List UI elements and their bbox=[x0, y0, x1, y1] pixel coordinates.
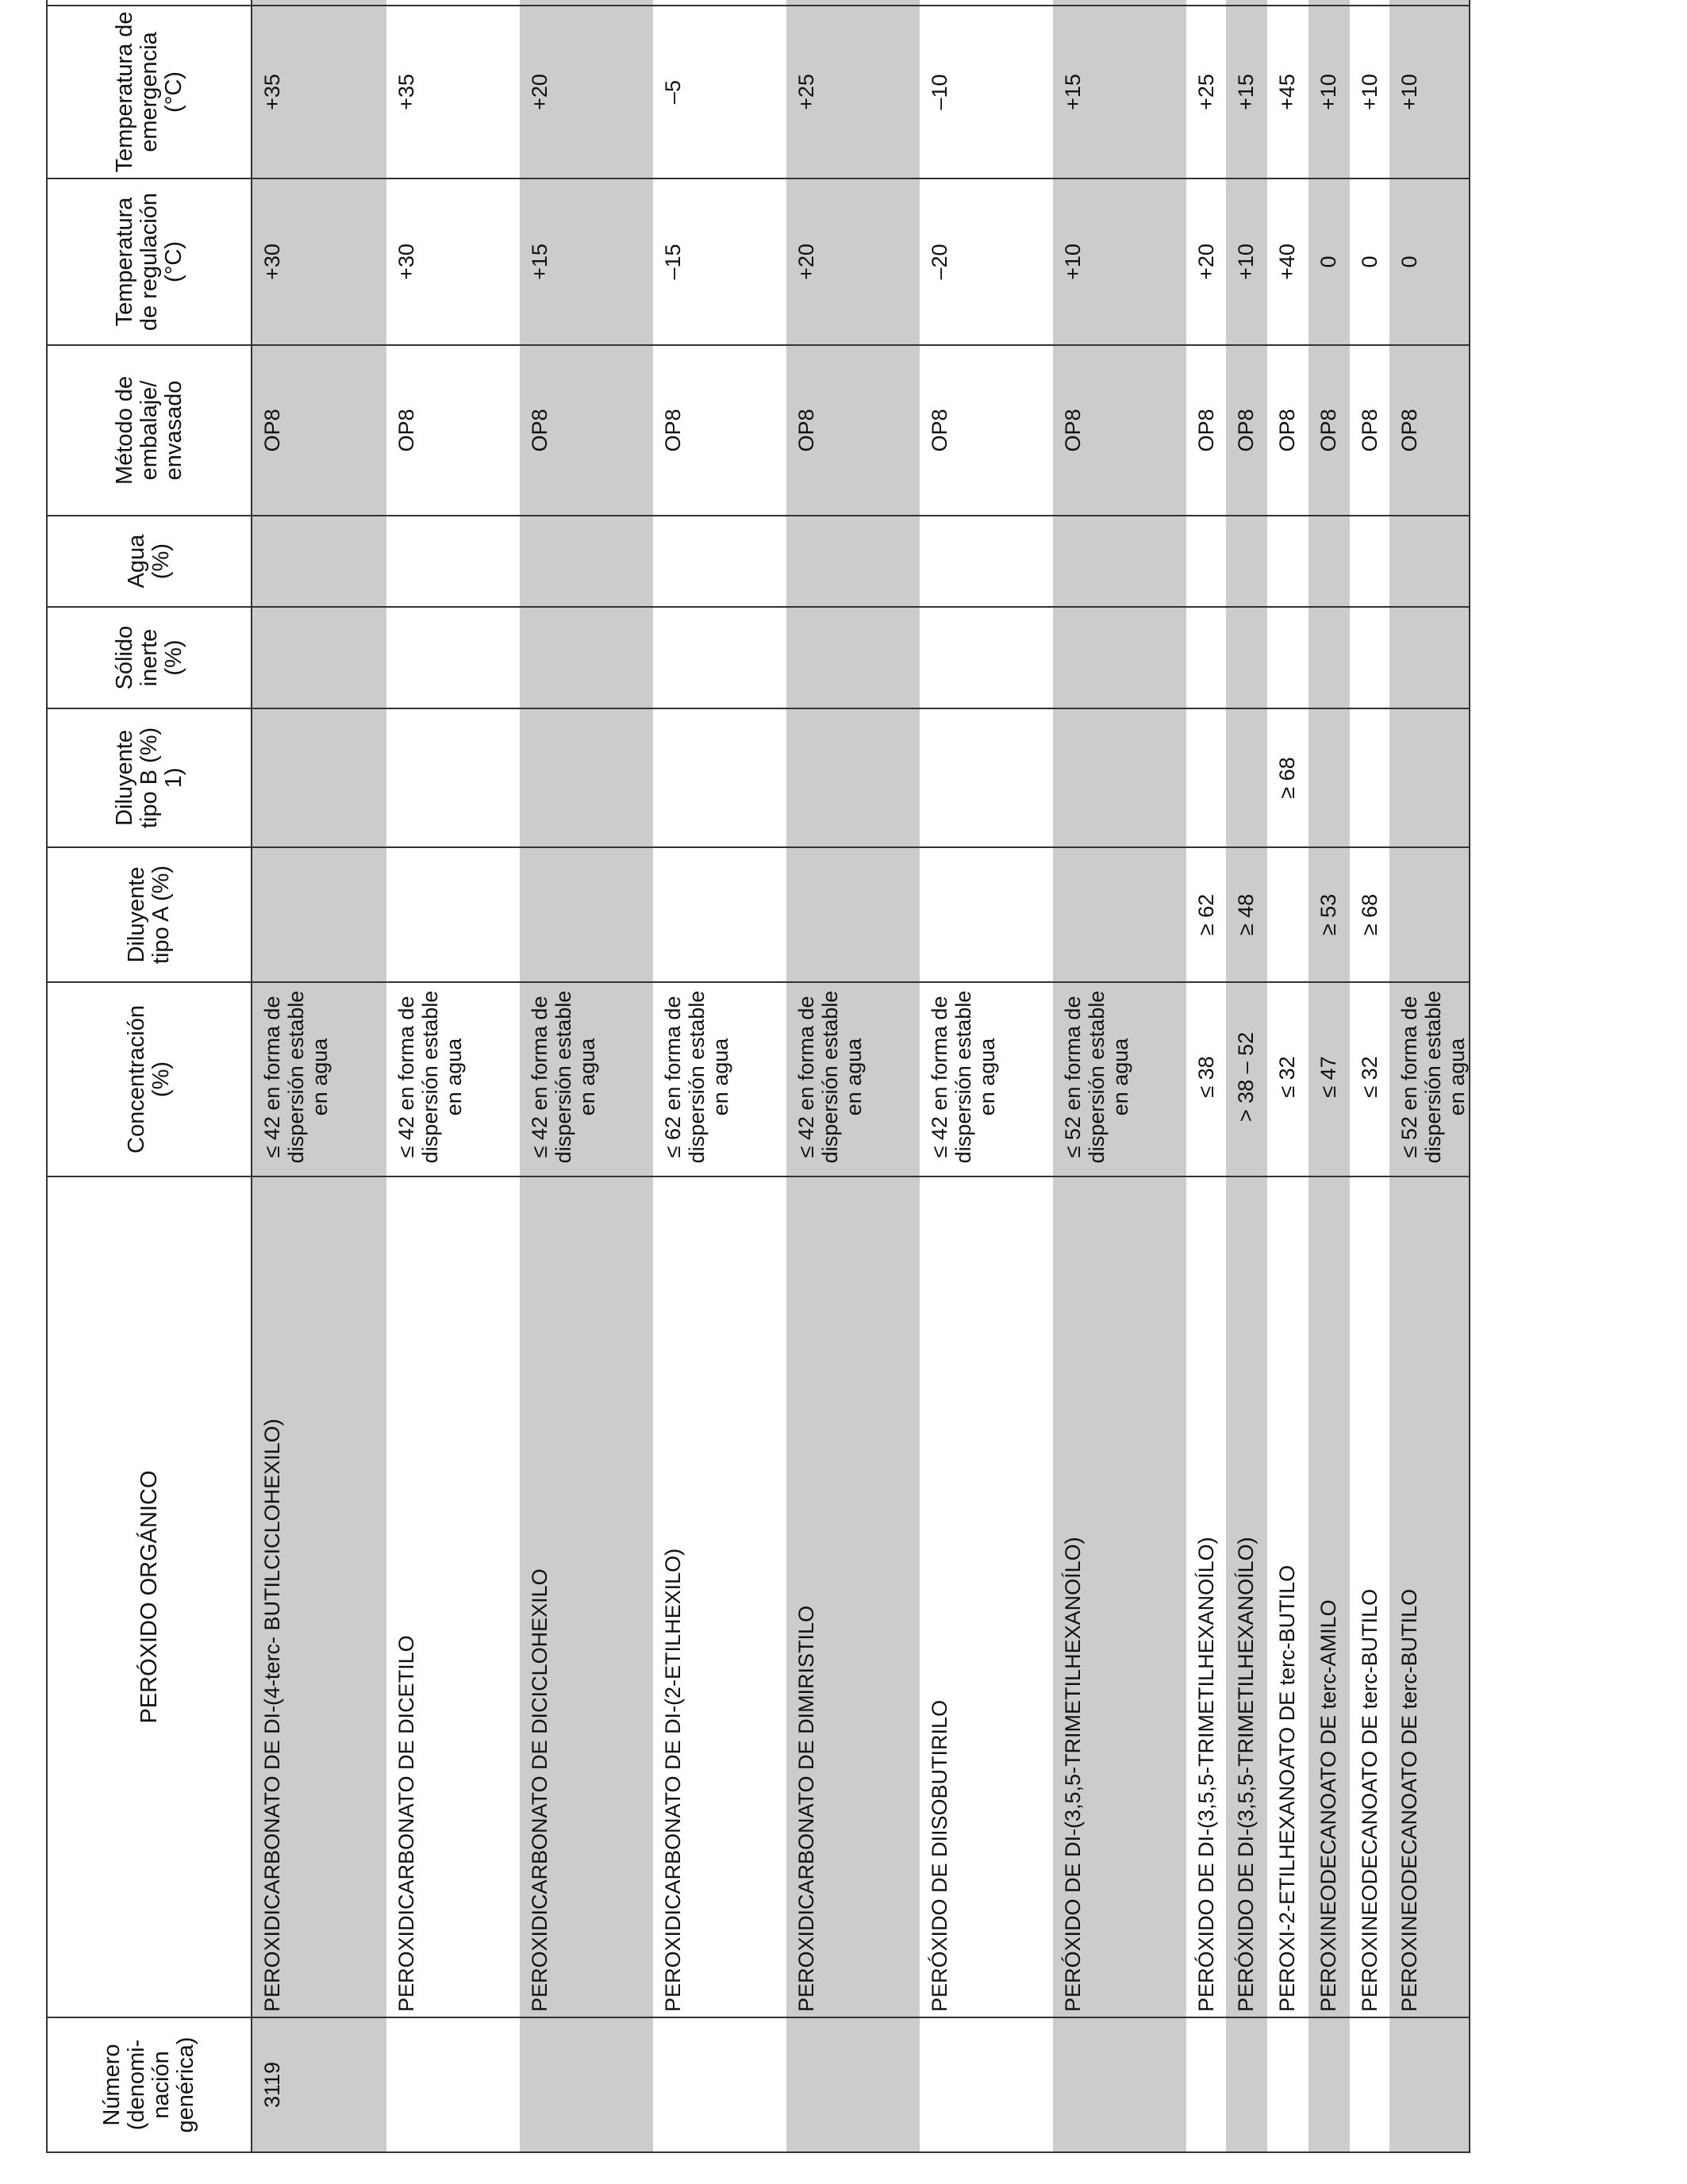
cell-diluyente-a bbox=[252, 847, 386, 982]
cell-emergencia: +15 bbox=[1053, 6, 1186, 178]
organic-peroxide-table bbox=[46, 0, 1470, 2153]
table-row bbox=[520, 0, 653, 2152]
cell-diluyente-b bbox=[1226, 708, 1267, 847]
concentration-text: ≤ 42 en forma de dispersión estable en agua bbox=[260, 990, 332, 1164]
header-concentracion: Concentración (%) bbox=[47, 982, 252, 1176]
cell-metodo: OP8 bbox=[1389, 345, 1470, 516]
cell-agua bbox=[1267, 516, 1308, 607]
cell-peroxido: PEROXINEODECANOATO DE terc-BUTILO bbox=[1350, 1176, 1389, 2017]
cell-solido bbox=[520, 607, 653, 708]
cell-regulacion: +20 bbox=[786, 178, 920, 345]
cell-concentracion bbox=[1053, 982, 1186, 1176]
cell-solido bbox=[1226, 607, 1267, 708]
concentration-text: ≤ 52 en forma de dispersión estable en agua bbox=[1397, 990, 1469, 1164]
concentration-text: ≤ 52 en forma de dispersión estable en agua bbox=[1061, 990, 1132, 1164]
cell-concentracion bbox=[1350, 982, 1389, 1176]
header-numero: Número (denomi-nación genérica) bbox=[47, 2017, 252, 2152]
table-row bbox=[653, 0, 786, 2152]
cell-emergencia: –10 bbox=[920, 6, 1053, 178]
cell-concentracion bbox=[1308, 982, 1350, 1176]
cell-peligros bbox=[1267, 0, 1308, 6]
cell-peligros bbox=[520, 0, 653, 6]
cell-regulacion: 0 bbox=[1350, 178, 1389, 345]
header-diluyente-b: Diluyente tipo B (%) 1) bbox=[47, 708, 252, 847]
cell-diluyente-b bbox=[1186, 708, 1226, 847]
cell-diluyente-b bbox=[653, 708, 786, 847]
cell-diluyente-b: ≥ 68 bbox=[1267, 708, 1308, 847]
header-solido: Sólido inerte (%) bbox=[47, 607, 252, 708]
cell-regulacion: +10 bbox=[1226, 178, 1267, 345]
cell-diluyente-a bbox=[653, 847, 786, 982]
cell-diluyente-a bbox=[1267, 847, 1308, 982]
cell-solido bbox=[1389, 607, 1470, 708]
cell-peroxido: PEROXIDICARBONATO DE DI-(4-terc- BUTILCICLOHEXILO) bbox=[252, 1176, 386, 2017]
header-emergencia: Temperatura de emergencia (°C) bbox=[47, 6, 252, 178]
cell-concentracion bbox=[252, 982, 386, 1176]
cell-numero bbox=[520, 2017, 653, 2152]
cell-regulacion: +15 bbox=[520, 178, 653, 345]
table-row bbox=[1350, 0, 1389, 2152]
cell-diluyente-b bbox=[520, 708, 653, 847]
cell-metodo: OP8 bbox=[653, 345, 786, 516]
table-row bbox=[1226, 0, 1267, 2152]
cell-diluyente-a: ≥ 48 bbox=[1226, 847, 1267, 982]
table-row bbox=[1308, 0, 1350, 2152]
cell-emergencia: +25 bbox=[786, 6, 920, 178]
cell-numero bbox=[1389, 2017, 1470, 2152]
cell-agua bbox=[1389, 516, 1470, 607]
cell-diluyente-b bbox=[252, 708, 386, 847]
cell-regulacion: 0 bbox=[1389, 178, 1470, 345]
cell-solido bbox=[386, 607, 520, 708]
cell-peligros bbox=[653, 0, 786, 6]
cell-agua bbox=[1226, 516, 1267, 607]
table-body bbox=[252, 0, 1470, 2152]
cell-diluyente-a: ≥ 62 bbox=[1186, 847, 1226, 982]
cell-diluyente-b bbox=[1308, 708, 1350, 847]
cell-regulacion: +40 bbox=[1267, 178, 1308, 345]
table-row bbox=[1053, 0, 1186, 2152]
cell-peroxido: PEROXIDICARBONATO DE DICICLOHEXILO bbox=[520, 1176, 653, 2017]
cell-regulacion: –20 bbox=[920, 178, 1053, 345]
cell-agua bbox=[920, 516, 1053, 607]
cell-peligros bbox=[1053, 0, 1186, 6]
cell-emergencia: –5 bbox=[653, 6, 786, 178]
table-row bbox=[786, 0, 920, 2152]
cell-metodo: OP8 bbox=[252, 345, 386, 516]
cell-metodo: OP8 bbox=[520, 345, 653, 516]
cell-metodo: OP8 bbox=[386, 345, 520, 516]
cell-emergencia: +35 bbox=[252, 6, 386, 178]
cell-diluyente-b bbox=[786, 708, 920, 847]
concentration-text: ≤ 42 en forma de dispersión estable en agua bbox=[394, 990, 466, 1164]
cell-regulacion: –15 bbox=[653, 178, 786, 345]
cell-regulacion: +20 bbox=[1186, 178, 1226, 345]
cell-solido bbox=[786, 607, 920, 708]
cell-emergencia: +45 bbox=[1267, 6, 1308, 178]
cell-diluyente-b bbox=[1389, 708, 1470, 847]
table-row bbox=[1389, 0, 1470, 2152]
cell-diluyente-a bbox=[786, 847, 920, 982]
cell-diluyente-a bbox=[1053, 847, 1186, 982]
cell-numero bbox=[386, 2017, 520, 2152]
table-row bbox=[1186, 0, 1226, 2152]
cell-diluyente-a bbox=[920, 847, 1053, 982]
cell-numero bbox=[1308, 2017, 1350, 2152]
cell-diluyente-a: ≥ 53 bbox=[1308, 847, 1350, 982]
cell-diluyente-b bbox=[920, 708, 1053, 847]
cell-concentracion bbox=[1226, 982, 1267, 1176]
cell-metodo: OP8 bbox=[1350, 345, 1389, 516]
cell-concentracion bbox=[1186, 982, 1226, 1176]
cell-agua bbox=[252, 516, 386, 607]
table-row bbox=[1267, 0, 1308, 2152]
cell-peroxido: PEROXI-2-ETILHEXANOATO DE terc-BUTILO bbox=[1267, 1176, 1308, 2017]
cell-agua bbox=[1053, 516, 1186, 607]
cell-solido bbox=[1053, 607, 1186, 708]
table-row bbox=[386, 0, 520, 2152]
cell-metodo: OP8 bbox=[920, 345, 1053, 516]
concentration-text: ≤ 62 en forma de dispersión estable en agua bbox=[661, 990, 732, 1164]
concentration-text: ≤ 38 bbox=[1194, 1056, 1218, 1098]
cell-metodo: OP8 bbox=[1226, 345, 1267, 516]
concentration-text: ≤ 32 bbox=[1358, 1056, 1381, 1098]
cell-peligros bbox=[1350, 0, 1389, 6]
cell-peligros bbox=[1308, 0, 1350, 6]
cell-solido bbox=[920, 607, 1053, 708]
cell-numero: 3119 bbox=[252, 2017, 386, 2152]
rotated-table-container bbox=[46, 0, 1469, 2153]
cell-numero bbox=[1226, 2017, 1267, 2152]
cell-emergencia: +35 bbox=[386, 6, 520, 178]
cell-peroxido: PEROXIDICARBONATO DE DICETILO bbox=[386, 1176, 520, 2017]
cell-diluyente-a bbox=[1389, 847, 1470, 982]
header-peligros bbox=[47, 0, 252, 6]
cell-concentracion bbox=[786, 982, 920, 1176]
concentration-text: ≤ 42 en forma de dispersión estable en agua bbox=[928, 990, 999, 1164]
cell-metodo: OP8 bbox=[1267, 345, 1308, 516]
header-agua: Agua (%) bbox=[47, 516, 252, 607]
cell-agua bbox=[1186, 516, 1226, 607]
cell-peroxido: PERÓXIDO DE DIISOBUTIRILO bbox=[920, 1176, 1053, 2017]
cell-emergencia: +10 bbox=[1308, 6, 1350, 178]
cell-agua bbox=[386, 516, 520, 607]
concentration-text: ≤ 47 bbox=[1316, 1056, 1340, 1098]
cell-peroxido: PERÓXIDO DE DI-(3,5,5-TRIMETILHEXANOÍLO) bbox=[1053, 1176, 1186, 2017]
cell-numero bbox=[786, 2017, 920, 2152]
header-peroxido: PERÓXIDO ORGÁNICO bbox=[47, 1176, 252, 2017]
cell-emergencia: +25 bbox=[1186, 6, 1226, 178]
cell-metodo: OP8 bbox=[1186, 345, 1226, 516]
cell-agua bbox=[1350, 516, 1389, 607]
cell-peligros bbox=[1186, 0, 1226, 6]
cell-agua bbox=[786, 516, 920, 607]
cell-emergencia: +10 bbox=[1350, 6, 1389, 178]
cell-numero bbox=[920, 2017, 1053, 2152]
cell-peroxido: PEROXIDICARBONATO DE DI-(2-ETILHEXILO) bbox=[653, 1176, 786, 2017]
cell-diluyente-a: ≥ 68 bbox=[1350, 847, 1389, 982]
table-header bbox=[47, 0, 252, 2152]
cell-solido bbox=[1350, 607, 1389, 708]
cell-numero bbox=[1186, 2017, 1226, 2152]
cell-diluyente-a bbox=[386, 847, 520, 982]
cell-agua bbox=[520, 516, 653, 607]
cell-diluyente-b bbox=[1053, 708, 1186, 847]
cell-numero bbox=[1053, 2017, 1186, 2152]
cell-solido bbox=[1308, 607, 1350, 708]
cell-solido bbox=[1267, 607, 1308, 708]
table-row bbox=[252, 0, 386, 2152]
cell-diluyente-a bbox=[520, 847, 653, 982]
cell-agua bbox=[1308, 516, 1350, 607]
cell-concentracion bbox=[920, 982, 1053, 1176]
cell-peligros bbox=[386, 0, 520, 6]
cell-peligros bbox=[1389, 0, 1470, 6]
cell-emergencia: +15 bbox=[1226, 6, 1267, 178]
cell-agua bbox=[653, 516, 786, 607]
header-metodo: Método de embalaje/ envasado bbox=[47, 345, 252, 516]
cell-diluyente-b bbox=[1350, 708, 1389, 847]
header-regulacion: Temperatura de regulación (°C) bbox=[47, 178, 252, 345]
concentration-text: ≤ 42 en forma de dispersión estable en agua bbox=[794, 990, 866, 1164]
cell-regulacion: +10 bbox=[1053, 178, 1186, 345]
cell-solido bbox=[653, 607, 786, 708]
concentration-text: > 38 – 52 bbox=[1234, 1031, 1258, 1123]
cell-regulacion: 0 bbox=[1308, 178, 1350, 345]
cell-peligros bbox=[786, 0, 920, 6]
concentration-text: ≤ 32 bbox=[1275, 1056, 1299, 1098]
cell-regulacion: +30 bbox=[252, 178, 386, 345]
cell-concentracion bbox=[653, 982, 786, 1176]
cell-solido bbox=[1186, 607, 1226, 708]
cell-concentracion bbox=[1267, 982, 1308, 1176]
cell-emergencia: +20 bbox=[520, 6, 653, 178]
cell-peligros bbox=[920, 0, 1053, 6]
cell-regulacion: +30 bbox=[386, 178, 520, 345]
header-diluyente-a: Diluyente tipo A (%) bbox=[47, 847, 252, 982]
cell-concentracion bbox=[386, 982, 520, 1176]
cell-peroxido: PERÓXIDO DE DI-(3,5,5-TRIMETILHEXANOÍLO) bbox=[1186, 1176, 1226, 2017]
cell-diluyente-b bbox=[386, 708, 520, 847]
cell-peligros bbox=[1226, 0, 1267, 6]
concentration-text: ≤ 42 en forma de dispersión estable en agua bbox=[528, 990, 599, 1164]
cell-emergencia: +10 bbox=[1389, 6, 1470, 178]
cell-numero bbox=[1267, 2017, 1308, 2152]
cell-numero bbox=[1350, 2017, 1389, 2152]
cell-concentracion bbox=[1389, 982, 1470, 1176]
cell-solido bbox=[252, 607, 386, 708]
cell-metodo: OP8 bbox=[1308, 345, 1350, 516]
cell-numero bbox=[653, 2017, 786, 2152]
cell-concentracion bbox=[520, 982, 653, 1176]
cell-peroxido: PEROXINEODECANOATO DE terc-AMILO bbox=[1308, 1176, 1350, 2017]
cell-peroxido: PERÓXIDO DE DI-(3,5,5-TRIMETILHEXANOÍLO) bbox=[1226, 1176, 1267, 2017]
cell-peligros bbox=[252, 0, 386, 6]
cell-peroxido: PEROXINEODECANOATO DE terc-BUTILO bbox=[1389, 1176, 1470, 2017]
cell-peroxido: PEROXIDICARBONATO DE DIMIRISTILO bbox=[786, 1176, 920, 2017]
cell-metodo: OP8 bbox=[1053, 345, 1186, 516]
table-row bbox=[920, 0, 1053, 2152]
cell-metodo: OP8 bbox=[786, 345, 920, 516]
